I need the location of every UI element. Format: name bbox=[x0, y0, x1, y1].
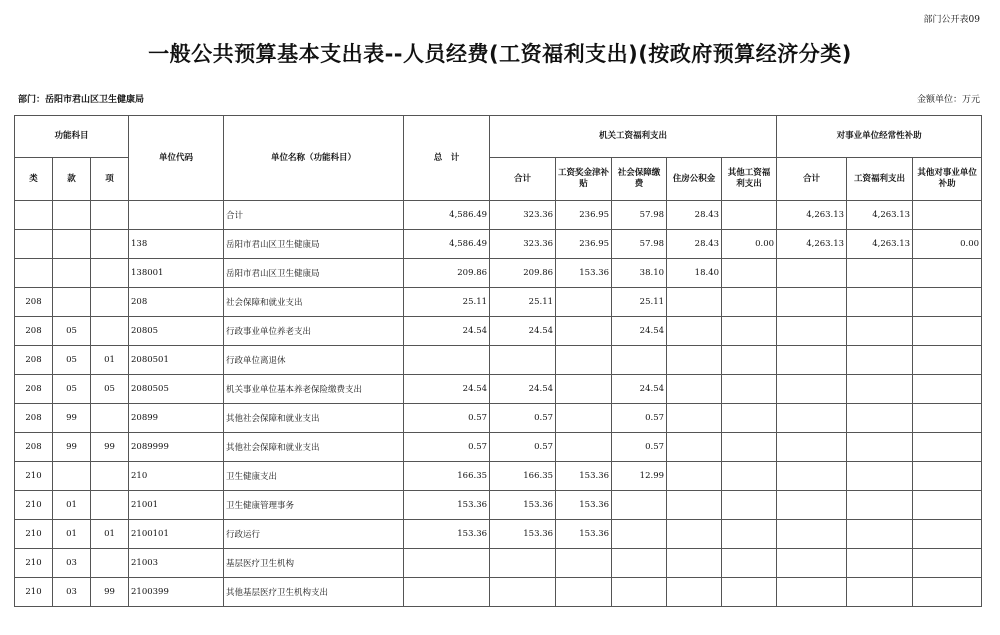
cell-agency-bonus bbox=[556, 549, 612, 578]
cell-institution-sum: 4,263.13 bbox=[777, 201, 847, 230]
cell-institution-salary bbox=[847, 404, 913, 433]
cell-institution-salary bbox=[847, 346, 913, 375]
table-row bbox=[15, 346, 982, 375]
cell-agency-social bbox=[612, 491, 667, 520]
cell-category: 210 bbox=[15, 578, 53, 607]
cell-code: 21003 bbox=[129, 549, 224, 578]
cell-institution-other bbox=[913, 491, 982, 520]
cell-agency-housing: 28.43 bbox=[667, 230, 722, 259]
cell-agency-other bbox=[722, 491, 777, 520]
cell-institution-salary bbox=[847, 317, 913, 346]
cell-category: 210 bbox=[15, 520, 53, 549]
cell-section: 05 bbox=[53, 317, 91, 346]
cell-section: 99 bbox=[53, 404, 91, 433]
table-row bbox=[15, 230, 982, 259]
cell-agency-other bbox=[722, 375, 777, 404]
cell-code: 20899 bbox=[129, 404, 224, 433]
cell-institution-sum bbox=[777, 375, 847, 404]
cell-agency-housing bbox=[667, 288, 722, 317]
cell-agency-bonus: 236.95 bbox=[556, 230, 612, 259]
cell-code: 138 bbox=[129, 230, 224, 259]
table-row bbox=[15, 433, 982, 462]
cell-agency-other: 0.00 bbox=[722, 230, 777, 259]
cell-institution-other bbox=[913, 549, 982, 578]
cell-institution-sum bbox=[777, 549, 847, 578]
cell-institution-sum bbox=[777, 578, 847, 607]
cell-institution-salary: 4,263.13 bbox=[847, 201, 913, 230]
cell-agency-housing bbox=[667, 404, 722, 433]
header-institution-sum: 合计 bbox=[777, 158, 847, 201]
cell-name: 岳阳市君山区卫生健康局 bbox=[224, 230, 404, 259]
cell-total: 153.36 bbox=[404, 491, 490, 520]
form-number: 部门公开表09 bbox=[923, 15, 980, 25]
cell-institution-other bbox=[913, 433, 982, 462]
cell-institution-salary bbox=[847, 549, 913, 578]
cell-item bbox=[91, 317, 129, 346]
cell-item: 05 bbox=[91, 375, 129, 404]
cell-section bbox=[53, 288, 91, 317]
cell-agency-sum: 153.36 bbox=[490, 491, 556, 520]
cell-agency-other bbox=[722, 433, 777, 462]
cell-agency-sum: 323.36 bbox=[490, 230, 556, 259]
cell-agency-social bbox=[612, 520, 667, 549]
table-row bbox=[15, 317, 982, 346]
cell-agency-housing bbox=[667, 346, 722, 375]
table-row bbox=[15, 404, 982, 433]
cell-agency-housing: 18.40 bbox=[667, 259, 722, 288]
cell-code: 210 bbox=[129, 462, 224, 491]
department-label: 部门：岳阳市君山区卫生健康局 bbox=[18, 95, 145, 105]
cell-institution-other bbox=[913, 201, 982, 230]
cell-name: 基层医疗卫生机构 bbox=[224, 549, 404, 578]
cell-name: 社会保障和就业支出 bbox=[224, 288, 404, 317]
header-unit-code: 单位代码 bbox=[129, 116, 224, 201]
cell-item bbox=[91, 288, 129, 317]
cell-institution-other: 0.00 bbox=[913, 230, 982, 259]
cell-total: 24.54 bbox=[404, 375, 490, 404]
cell-agency-housing bbox=[667, 578, 722, 607]
amount-unit-label: 金额单位：万元 bbox=[916, 95, 980, 105]
cell-agency-other bbox=[722, 520, 777, 549]
header-item: 项 bbox=[91, 158, 129, 201]
cell-agency-sum: 0.57 bbox=[490, 433, 556, 462]
cell-name: 行政事业单位养老支出 bbox=[224, 317, 404, 346]
cell-agency-social: 57.98 bbox=[612, 201, 667, 230]
cell-agency-bonus: 153.36 bbox=[556, 462, 612, 491]
page-title: 一般公共预算基本支出表--人员经费(工资福利支出)(按政府预算经济分类) bbox=[148, 42, 852, 66]
cell-item bbox=[91, 549, 129, 578]
cell-name: 行政运行 bbox=[224, 520, 404, 549]
cell-agency-sum: 209.86 bbox=[490, 259, 556, 288]
cell-agency-other bbox=[722, 317, 777, 346]
header-agency-social: 社会保障缴费 bbox=[612, 158, 667, 201]
cell-institution-salary: 4,263.13 bbox=[847, 230, 913, 259]
cell-agency-housing bbox=[667, 375, 722, 404]
cell-agency-bonus bbox=[556, 317, 612, 346]
cell-agency-sum bbox=[490, 549, 556, 578]
cell-agency-other bbox=[722, 201, 777, 230]
cell-agency-bonus bbox=[556, 404, 612, 433]
cell-code: 2080505 bbox=[129, 375, 224, 404]
cell-institution-sum bbox=[777, 259, 847, 288]
cell-code: 20805 bbox=[129, 317, 224, 346]
cell-agency-social: 0.57 bbox=[612, 404, 667, 433]
cell-section: 05 bbox=[53, 375, 91, 404]
cell-agency-housing bbox=[667, 520, 722, 549]
cell-agency-social: 24.54 bbox=[612, 375, 667, 404]
cell-total: 209.86 bbox=[404, 259, 490, 288]
cell-agency-housing: 28.43 bbox=[667, 201, 722, 230]
cell-category: 208 bbox=[15, 375, 53, 404]
cell-category bbox=[15, 201, 53, 230]
cell-category: 208 bbox=[15, 317, 53, 346]
cell-total bbox=[404, 578, 490, 607]
cell-item: 01 bbox=[91, 346, 129, 375]
cell-institution-sum bbox=[777, 346, 847, 375]
cell-code: 138001 bbox=[129, 259, 224, 288]
cell-agency-bonus bbox=[556, 288, 612, 317]
cell-total: 166.35 bbox=[404, 462, 490, 491]
cell-item bbox=[91, 230, 129, 259]
cell-institution-salary bbox=[847, 578, 913, 607]
cell-agency-other bbox=[722, 462, 777, 491]
header-institution-salary: 工资福利支出 bbox=[847, 158, 913, 201]
cell-name: 卫生健康管理事务 bbox=[224, 491, 404, 520]
cell-category: 210 bbox=[15, 549, 53, 578]
header-category: 类 bbox=[15, 158, 53, 201]
header-total: 总 计 bbox=[404, 116, 490, 201]
cell-agency-other bbox=[722, 259, 777, 288]
cell-section: 99 bbox=[53, 433, 91, 462]
cell-institution-salary bbox=[847, 491, 913, 520]
cell-item bbox=[91, 201, 129, 230]
table-row bbox=[15, 201, 982, 230]
cell-agency-social bbox=[612, 549, 667, 578]
cell-institution-sum bbox=[777, 491, 847, 520]
cell-item bbox=[91, 259, 129, 288]
cell-category: 208 bbox=[15, 288, 53, 317]
cell-institution-sum bbox=[777, 462, 847, 491]
cell-agency-sum: 153.36 bbox=[490, 520, 556, 549]
cell-institution-other bbox=[913, 404, 982, 433]
cell-code: 2089999 bbox=[129, 433, 224, 462]
cell-code: 21001 bbox=[129, 491, 224, 520]
cell-code: 2080501 bbox=[129, 346, 224, 375]
cell-institution-sum bbox=[777, 520, 847, 549]
cell-section bbox=[53, 259, 91, 288]
cell-name: 机关事业单位基本养老保险缴费支出 bbox=[224, 375, 404, 404]
cell-agency-other bbox=[722, 346, 777, 375]
cell-agency-sum bbox=[490, 346, 556, 375]
cell-section: 03 bbox=[53, 549, 91, 578]
cell-category bbox=[15, 259, 53, 288]
table-row bbox=[15, 491, 982, 520]
cell-agency-sum: 323.36 bbox=[490, 201, 556, 230]
cell-agency-other bbox=[722, 578, 777, 607]
cell-agency-other bbox=[722, 288, 777, 317]
cell-institution-other bbox=[913, 578, 982, 607]
cell-name: 卫生健康支出 bbox=[224, 462, 404, 491]
cell-total: 25.11 bbox=[404, 288, 490, 317]
cell-institution-sum bbox=[777, 404, 847, 433]
cell-institution-salary bbox=[847, 288, 913, 317]
cell-name: 其他社会保障和就业支出 bbox=[224, 404, 404, 433]
table-row bbox=[15, 549, 982, 578]
cell-agency-social: 25.11 bbox=[612, 288, 667, 317]
cell-institution-sum bbox=[777, 317, 847, 346]
cell-agency-social: 38.10 bbox=[612, 259, 667, 288]
table-row bbox=[15, 462, 982, 491]
cell-institution-other bbox=[913, 317, 982, 346]
cell-agency-social bbox=[612, 578, 667, 607]
cell-category: 210 bbox=[15, 462, 53, 491]
cell-institution-salary bbox=[847, 462, 913, 491]
cell-institution-other bbox=[913, 520, 982, 549]
cell-total bbox=[404, 346, 490, 375]
cell-code: 208 bbox=[129, 288, 224, 317]
cell-agency-social bbox=[612, 346, 667, 375]
cell-institution-salary bbox=[847, 375, 913, 404]
cell-total: 0.57 bbox=[404, 404, 490, 433]
cell-category: 210 bbox=[15, 491, 53, 520]
cell-agency-sum bbox=[490, 578, 556, 607]
header-unit-name: 单位名称（功能科目） bbox=[224, 116, 404, 201]
cell-code: 2100101 bbox=[129, 520, 224, 549]
cell-agency-bonus bbox=[556, 346, 612, 375]
cell-agency-social: 57.98 bbox=[612, 230, 667, 259]
cell-category: 208 bbox=[15, 404, 53, 433]
cell-total: 4,586.49 bbox=[404, 230, 490, 259]
cell-institution-other bbox=[913, 375, 982, 404]
cell-institution-other bbox=[913, 462, 982, 491]
cell-agency-housing bbox=[667, 433, 722, 462]
header-func-subject: 功能科目 bbox=[15, 116, 129, 158]
header-agency-group: 机关工资福利支出 bbox=[490, 116, 777, 158]
cell-institution-sum bbox=[777, 288, 847, 317]
cell-institution-other bbox=[913, 288, 982, 317]
cell-agency-bonus: 153.36 bbox=[556, 520, 612, 549]
cell-item: 99 bbox=[91, 578, 129, 607]
cell-total: 4,586.49 bbox=[404, 201, 490, 230]
cell-agency-social: 0.57 bbox=[612, 433, 667, 462]
header-agency-sum: 合计 bbox=[490, 158, 556, 201]
cell-agency-housing bbox=[667, 317, 722, 346]
cell-total: 153.36 bbox=[404, 520, 490, 549]
cell-section bbox=[53, 230, 91, 259]
cell-section bbox=[53, 462, 91, 491]
header-institution-group: 对事业单位经常性补助 bbox=[777, 116, 982, 158]
cell-agency-housing bbox=[667, 549, 722, 578]
header-agency-housing: 住房公积金 bbox=[667, 158, 722, 201]
table-row bbox=[15, 375, 982, 404]
cell-agency-housing bbox=[667, 491, 722, 520]
cell-agency-bonus bbox=[556, 375, 612, 404]
cell-agency-sum: 24.54 bbox=[490, 375, 556, 404]
cell-item bbox=[91, 462, 129, 491]
header-institution-other: 其他对事业单位补助 bbox=[913, 158, 982, 201]
cell-code bbox=[129, 201, 224, 230]
cell-institution-salary bbox=[847, 259, 913, 288]
cell-name: 行政单位离退休 bbox=[224, 346, 404, 375]
cell-item: 01 bbox=[91, 520, 129, 549]
cell-code: 2100399 bbox=[129, 578, 224, 607]
cell-institution-other bbox=[913, 259, 982, 288]
cell-section: 01 bbox=[53, 491, 91, 520]
cell-agency-sum: 0.57 bbox=[490, 404, 556, 433]
header-section: 款 bbox=[53, 158, 91, 201]
cell-agency-bonus: 153.36 bbox=[556, 259, 612, 288]
cell-agency-other bbox=[722, 404, 777, 433]
header-agency-other: 其他工资福利支出 bbox=[722, 158, 777, 201]
budget-table bbox=[14, 115, 982, 607]
cell-category bbox=[15, 230, 53, 259]
cell-agency-bonus: 153.36 bbox=[556, 491, 612, 520]
cell-name: 其他社会保障和就业支出 bbox=[224, 433, 404, 462]
cell-category: 208 bbox=[15, 433, 53, 462]
cell-agency-housing bbox=[667, 462, 722, 491]
cell-total bbox=[404, 549, 490, 578]
cell-agency-other bbox=[722, 549, 777, 578]
cell-section: 03 bbox=[53, 578, 91, 607]
cell-name: 其他基层医疗卫生机构支出 bbox=[224, 578, 404, 607]
table-row bbox=[15, 259, 982, 288]
cell-total: 0.57 bbox=[404, 433, 490, 462]
cell-institution-salary bbox=[847, 433, 913, 462]
cell-agency-bonus bbox=[556, 433, 612, 462]
cell-section: 05 bbox=[53, 346, 91, 375]
cell-institution-sum: 4,263.13 bbox=[777, 230, 847, 259]
cell-name: 岳阳市君山区卫生健康局 bbox=[224, 259, 404, 288]
cell-agency-sum: 166.35 bbox=[490, 462, 556, 491]
cell-item bbox=[91, 404, 129, 433]
cell-institution-salary bbox=[847, 520, 913, 549]
cell-agency-bonus: 236.95 bbox=[556, 201, 612, 230]
cell-item bbox=[91, 491, 129, 520]
cell-agency-sum: 24.54 bbox=[490, 317, 556, 346]
cell-section bbox=[53, 201, 91, 230]
cell-institution-other bbox=[913, 346, 982, 375]
cell-agency-social: 24.54 bbox=[612, 317, 667, 346]
cell-section: 01 bbox=[53, 520, 91, 549]
cell-institution-sum bbox=[777, 433, 847, 462]
cell-name: 合计 bbox=[224, 201, 404, 230]
header-agency-bonus: 工资奖金津补贴 bbox=[556, 158, 612, 201]
cell-agency-social: 12.99 bbox=[612, 462, 667, 491]
table-row bbox=[15, 520, 982, 549]
table-row bbox=[15, 578, 982, 607]
cell-agency-bonus bbox=[556, 578, 612, 607]
table-row bbox=[15, 288, 982, 317]
cell-item: 99 bbox=[91, 433, 129, 462]
cell-total: 24.54 bbox=[404, 317, 490, 346]
cell-category: 208 bbox=[15, 346, 53, 375]
cell-agency-sum: 25.11 bbox=[490, 288, 556, 317]
